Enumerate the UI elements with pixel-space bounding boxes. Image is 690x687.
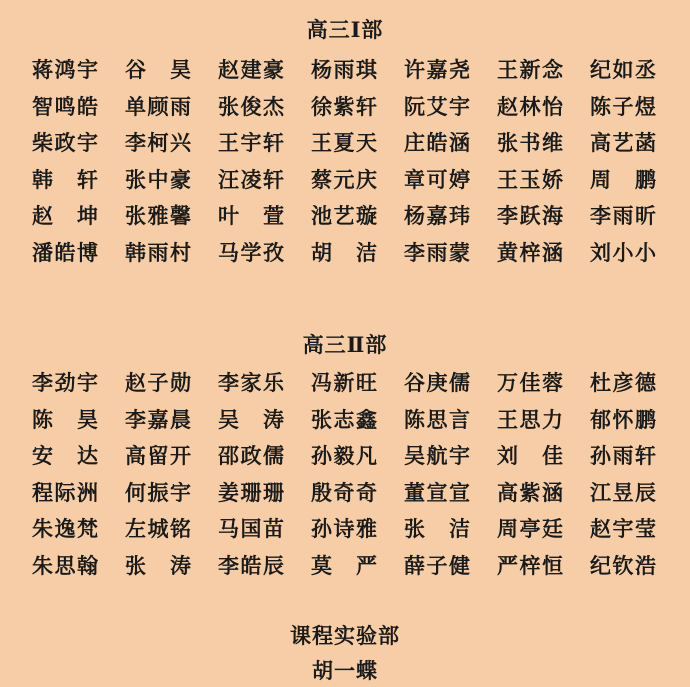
student-name: 张志鑫 — [311, 406, 377, 432]
student-name: 吴航宇 — [404, 443, 470, 468]
student-name: 章可婷 — [404, 166, 470, 192]
student-name: 李雨昕 — [590, 203, 656, 228]
student-name: 郁怀鹏 — [590, 406, 656, 432]
student-name: 叶萱 — [218, 203, 284, 228]
student-name: 马学孜 — [218, 239, 284, 265]
student-name: 韩雨村 — [125, 239, 191, 265]
student-name: 莫严 — [311, 552, 377, 578]
student-name: 李劲宇 — [32, 370, 98, 395]
student-name: 杜彦德 — [590, 370, 656, 395]
student-name: 王新念 — [497, 57, 563, 82]
student-name: 何振宇 — [125, 479, 191, 505]
student-name: 严梓恒 — [497, 552, 563, 578]
student-name: 纪钦浩 — [590, 552, 656, 578]
student-name: 赵建豪 — [218, 57, 284, 82]
student-name: 谷庚儒 — [404, 370, 470, 395]
student-name: 刘佳 — [497, 443, 563, 468]
student-name: 赵宇莹 — [590, 516, 656, 541]
student-name: 王思力 — [497, 406, 563, 432]
student-name: 李雨蒙 — [404, 239, 470, 265]
student-name: 程际洲 — [32, 479, 98, 505]
student-name: 董宣宣 — [404, 479, 470, 505]
student-name: 蔡元庆 — [311, 166, 377, 192]
student-name: 邵政儒 — [218, 443, 284, 468]
student-name: 赵坤 — [32, 203, 98, 228]
student-name: 陈昊 — [32, 406, 98, 432]
section-title-gaosan-2: 高三Ⅱ部 — [302, 332, 388, 357]
student-name: 马国苗 — [218, 516, 284, 541]
student-name: 许嘉尧 — [404, 57, 470, 82]
student-name: 万佳蓉 — [497, 370, 563, 395]
student-name: 陈子煜 — [590, 93, 656, 119]
student-name: 张俊杰 — [218, 93, 284, 119]
student-name: 王玉娇 — [497, 166, 563, 192]
student-name: 刘小小 — [590, 239, 656, 265]
student-name: 阮艾宇 — [404, 93, 470, 119]
student-name: 张涛 — [125, 552, 191, 578]
student-name: 胡洁 — [311, 239, 377, 265]
student-name: 汪凌轩 — [218, 166, 284, 192]
student-name: 朱思翰 — [32, 552, 98, 578]
student-name: 单顾雨 — [125, 93, 191, 119]
student-name: 智鸣皓 — [32, 93, 98, 119]
student-name: 张雅馨 — [125, 203, 191, 228]
student-name: 王宇轩 — [218, 130, 284, 155]
student-name: 徐紫轩 — [311, 93, 377, 119]
course-lab-name: 胡一蝶 — [312, 658, 378, 683]
student-name: 杨嘉玮 — [404, 203, 470, 228]
section-title-course-lab: 课程实验部 — [290, 623, 400, 648]
student-name: 张书维 — [497, 130, 563, 155]
student-name: 张中豪 — [125, 166, 191, 192]
student-name: 韩轩 — [32, 166, 98, 192]
student-name: 周鹏 — [590, 166, 656, 192]
student-name: 李柯兴 — [125, 130, 191, 155]
student-name: 冯新旺 — [311, 370, 377, 395]
student-name: 李家乐 — [218, 370, 284, 395]
student-name: 庄皓涵 — [404, 130, 470, 155]
student-name: 陈思言 — [404, 406, 470, 432]
student-name: 江昱辰 — [590, 479, 656, 505]
student-name: 谷昊 — [125, 57, 191, 82]
student-name: 李嘉晨 — [125, 406, 191, 432]
student-name: 孙诗雅 — [311, 516, 377, 541]
student-name: 安达 — [32, 443, 98, 468]
student-name: 张洁 — [404, 516, 470, 541]
student-name: 杨雨琪 — [311, 57, 377, 82]
student-name: 柴政宇 — [32, 130, 98, 155]
student-name: 吴涛 — [218, 406, 284, 432]
student-name: 左城铭 — [125, 516, 191, 541]
student-name: 孙毅凡 — [311, 443, 377, 468]
section-title-gaosan-1: 高三Ⅰ部 — [306, 17, 384, 42]
student-name: 蒋鸿宇 — [32, 57, 98, 82]
student-name: 池艺璇 — [311, 203, 377, 228]
student-name: 赵子勋 — [125, 370, 191, 395]
student-name: 殷奇奇 — [311, 479, 377, 505]
name-grid-gaosan-2 — [32, 365, 672, 584]
student-name: 姜珊珊 — [218, 479, 284, 505]
student-name: 赵林怡 — [497, 93, 563, 119]
name-grid-gaosan-1 — [32, 52, 672, 271]
student-name: 高留开 — [125, 443, 191, 468]
student-name: 朱逸梵 — [32, 516, 98, 541]
student-name: 高艺菡 — [590, 130, 656, 155]
student-name: 李跃海 — [497, 203, 563, 228]
student-name: 薛子健 — [404, 552, 470, 578]
student-name: 潘皓博 — [32, 239, 98, 265]
student-name: 王夏天 — [311, 130, 377, 155]
student-name: 高紫涵 — [497, 479, 563, 505]
student-name: 孙雨轩 — [590, 443, 656, 468]
student-name: 李皓辰 — [218, 552, 284, 578]
student-name: 黄梓涵 — [497, 239, 563, 265]
student-name: 纪如丞 — [590, 57, 656, 82]
student-name: 周亭廷 — [497, 516, 563, 541]
